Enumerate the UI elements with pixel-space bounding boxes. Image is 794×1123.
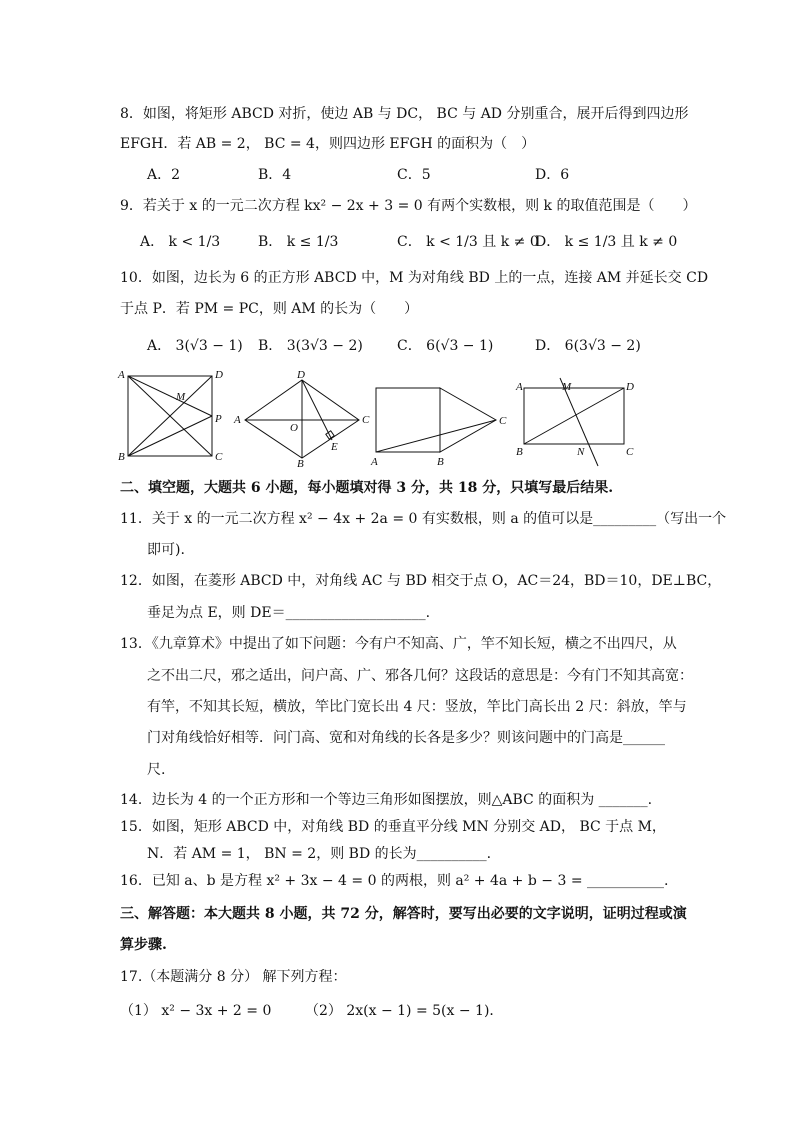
geometry-figures: [115, 368, 655, 468]
q8-option-d: D．6: [535, 167, 570, 183]
q9-option-c: C． k < 1/3 且 k ≠ 0: [397, 234, 539, 250]
section-3-line1: 三、解答题：本大题共 8 小题，共 72 分，解答时，要写出必要的文字说明，证明过程或演: [120, 906, 687, 922]
q17-part1: （1） x² − 3x + 2 = 0: [120, 1003, 272, 1019]
fig4-label-d: D: [626, 381, 634, 393]
q9-option-a: A． k < 1/3: [140, 234, 221, 250]
q13-line1: 13．《九章算术》中提出了如下问题：今有户不知高、广，竿不知长短，横之不出四尺，从: [120, 636, 677, 652]
fig1-label-b: B: [118, 451, 125, 463]
q13-line3: 有竿，不知其长短，横放，竿比门宽长出 4 尺：竖放，竿比门高长出 2 尺：斜放，竿与: [147, 699, 687, 715]
fig1-label-c: C: [215, 451, 223, 463]
figure-1-square: [128, 376, 212, 456]
fig4-label-m: M: [562, 381, 572, 393]
q9-option-d: D． k ≤ 1/3 且 k ≠ 0: [535, 234, 678, 250]
q16-line1: 16．已知 a、b 是方程 x² + 3x − 4 = 0 的两根，则 a² + 4a + b − 3 = ___________.: [120, 873, 669, 889]
fig1-label-d: D: [215, 369, 223, 381]
q13-line4: 门对角线恰好相等．问门高、宽和对角线的长各是多少？则该问题中的门高是______: [147, 730, 665, 746]
q12-line1: 12．如图，在菱形 ABCD 中，对角线 AC 与 BD 相交于点 O，AC＝24，BD＝10，DE⊥BC，: [120, 573, 722, 589]
q12-line2: 垂足为点 E，则 DE＝____________________.: [147, 605, 431, 621]
q15-line1: 15．如图，矩形 ABCD 中，对角线 BD 的垂直平分线 MN 分别交 AD， BC 于点 M，: [120, 819, 666, 835]
figure-2-rhombus: [245, 380, 359, 458]
q9-option-b: B． k ≤ 1/3: [258, 234, 339, 250]
fig3-label-a: A: [371, 456, 378, 468]
q11-line2: 即可).: [147, 542, 185, 558]
fig4-label-n: N: [577, 446, 585, 458]
q10-line2: 于点 P．若 PM = PC，则 AM 的长为（ ）: [120, 301, 419, 317]
section-2-title: 二、填空题，大题共 6 小题，每小题填对得 3 分，共 18 分，只填写最后结果.: [120, 480, 614, 496]
fig1-label-a: A: [118, 369, 125, 381]
fig3-label-c: C: [499, 415, 507, 427]
q17-part2: （2） 2x(x − 1) = 5(x − 1)．: [305, 1003, 504, 1019]
q13-line5: 尺.: [147, 762, 166, 778]
fig1-label-p: P: [215, 413, 222, 425]
fig2-label-d: D: [297, 369, 305, 381]
q8-option-c: C．5: [397, 167, 431, 183]
q14-line1: 14．边长为 4 的一个正方形和一个等边三角形如图摆放，则△ABC 的面积为 _______.: [120, 792, 653, 808]
q9-line1: 9．若关于 x 的一元二次方程 kx² − 2x + 3 = 0 有两个实数根，则 k 的取值范围是（ ）: [120, 198, 697, 214]
fig4-label-a: A: [516, 381, 523, 393]
q10-option-a: A． 3(√3 − 1): [147, 338, 243, 354]
fig2-label-b: B: [297, 458, 304, 468]
fig2-label-o: O: [290, 422, 298, 434]
figure-3-square-triangle: [376, 388, 496, 452]
q10-option-b: B． 3(3√3 − 2): [258, 338, 363, 354]
fig2-label-c: C: [362, 414, 370, 426]
fig1-label-m: M: [176, 391, 186, 403]
q13-line2: 之不出二尺，邪之适出，问户高、广、邪各几何？这段话的意思是：今有门不知其高宽：: [147, 668, 693, 684]
fig4-label-c: C: [626, 446, 634, 458]
section-3-line2: 算步骤.: [120, 937, 167, 953]
fig2-label-e: E: [331, 441, 338, 453]
q15-line2: N．若 AM = 1， BN = 2，则 BD 的长为__________.: [147, 846, 492, 862]
fig4-label-b: B: [516, 446, 523, 458]
fig2-label-a: A: [234, 414, 241, 426]
q8-option-a: A．2: [147, 167, 181, 183]
q17-line1: 17.（本题满分 8 分） 解下列方程：: [120, 969, 347, 985]
q8-line1: 8．如图，将矩形 ABCD 对折，使边 AB 与 DC， BC 与 AD 分别重合，展开后得到四边形: [120, 106, 689, 122]
q11-line1: 11．关于 x 的一元二次方程 x² − 4x + 2a = 0 有实数根，则 a 的值可以是_________（写出一个: [120, 511, 727, 527]
q8-line2: EFGH．若 AB = 2， BC = 4，则四边形 EFGH 的面积为（ ）: [120, 136, 536, 152]
q10-option-c: C． 6(√3 − 1): [397, 338, 494, 354]
figure-4-rectangle: [524, 378, 624, 466]
q10-line1: 10．如图，边长为 6 的正方形 ABCD 中，M 为对角线 BD 上的一点，连接 AM 并延长交 CD: [120, 270, 709, 286]
fig3-label-b: B: [437, 456, 444, 468]
q8-option-b: B．4: [258, 167, 292, 183]
q10-option-d: D． 6(3√3 − 2): [535, 338, 641, 354]
